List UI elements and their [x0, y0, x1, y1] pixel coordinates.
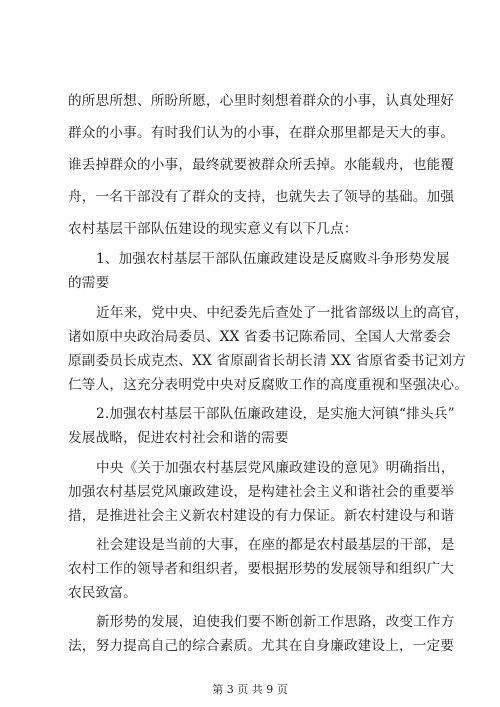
body-text-line: 农民致富。	[68, 585, 137, 601]
body-text-line: 的所思所想、所盼所愿，心里时刻想着群众的小事，认真处理好	[68, 93, 455, 109]
body-text-line: 群众的小事。有时我们认为的小事，在群众那里都是天大的事。	[68, 125, 455, 141]
body-text-line: 近年来，党中央、中纪委先后查处了一批省部级以上的高官，	[96, 305, 469, 321]
body-text-line: 新形势的发展，迫使我们要不断创新工作思路，改变工作方	[96, 614, 455, 630]
body-text-line: 原副委员长成克杰、XX 省原副省长胡长清 XX 省原省委书记刘方	[68, 353, 466, 369]
body-text-line: 法，努力提高自己的综合素质。尤其在自身廉政建设上，一定要	[68, 638, 455, 654]
body-text-line: 社会建设是当前的大事，在座的都是农村最基层的干部，是	[96, 537, 455, 553]
body-text-line: 舟，一名干部没有了群众的支持，也就失去了领导的基础。加强	[68, 189, 455, 205]
body-text-line: 措，是推进社会主义新农村建设的有力保证。新农村建设与和谐	[68, 508, 455, 524]
body-text-line: 谁丢掉群众的小事，最终就要被群众所丢掉。水能载舟，也能覆	[68, 157, 455, 173]
section-heading-line: 1、加强农村基层干部队伍廉政建设是反腐败斗争形势发展	[96, 251, 450, 267]
body-text-line: 加强农村基层党风廉政建设，是构建社会主义和谐社会的重要举	[68, 484, 455, 500]
body-text-line: 诸如原中央政治局委员、XX 省委书记陈希同、全国人大常委会	[68, 329, 451, 345]
body-text-line: 中央《关于加强农村基层党风廉政建设的意见》明确指出，	[96, 460, 455, 476]
page-number-footer: 第 3 页 共 9 页	[212, 683, 288, 696]
section-heading-line: 2.加强农村基层干部队伍廉政建设，是实施大河镇“排头兵”	[96, 406, 455, 422]
body-text-line: 农村基层干部队伍建设的现实意义有以下几点：	[68, 221, 358, 237]
section-heading-line: 的需要	[68, 275, 110, 291]
body-text-line: 仁等人，这充分表明党中央对反腐败工作的高度重视和坚强决心。	[68, 377, 469, 393]
body-text-line: 农村工作的领导者和组织者，要根据形势的发展领导和组织广大	[68, 561, 455, 577]
section-heading-line: 发展战略，促进农村社会和谐的需要	[68, 430, 289, 446]
